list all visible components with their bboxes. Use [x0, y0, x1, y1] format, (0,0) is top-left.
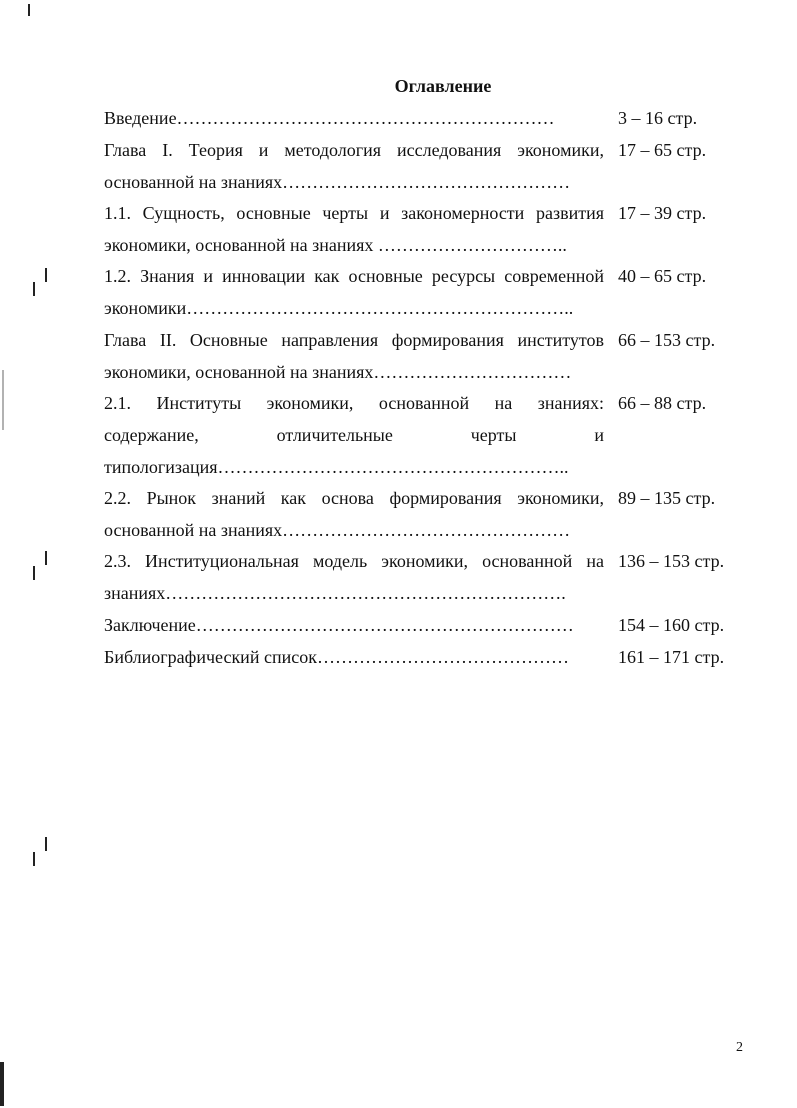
- toc-entry-pages: 66 – 88 стр.: [618, 393, 707, 413]
- scan-edge: [2, 370, 4, 430]
- toc-entry-text: 2.1. Институты экономики, основанной на знаниях:: [104, 393, 604, 413]
- toc-entry-text: основанной на знаниях…………………………………………: [104, 520, 571, 540]
- toc-entry-text: знаниях………………………………………………………….: [104, 583, 566, 603]
- toc-entry-pages: 17 – 39 стр.: [618, 203, 707, 223]
- toc-entry-text: экономики, основанной на знаниях……………………………: [104, 362, 572, 382]
- toc-entry-text: Глава I. Теория и методология исследования экономики,: [104, 140, 604, 160]
- toc-entry-text: Заключение………………………………………………………: [104, 615, 574, 635]
- toc-entry-text: 2.3. Институциональная модель экономики, основанной на: [104, 551, 604, 571]
- toc-entry-text: Библиографический список……………………………………: [104, 647, 569, 667]
- scan-mark: [45, 268, 47, 282]
- toc-entry-text: типологизация…………………………………………………..: [104, 457, 569, 477]
- scan-edge: [0, 1062, 4, 1106]
- scan-mark: [45, 551, 47, 565]
- toc-entry-pages: 40 – 65 стр.: [618, 266, 707, 286]
- toc-entry-pages: 154 – 160 стр.: [618, 615, 725, 635]
- toc-entry-text: 1.2. Знания и инновации как основные ресурсы современной: [104, 266, 604, 286]
- toc-entry-pages: 3 – 16 стр.: [618, 108, 698, 128]
- toc-entry-pages: 17 – 65 стр.: [618, 140, 707, 160]
- scan-mark: [28, 4, 30, 16]
- toc-entry-pages: 161 – 171 стр.: [618, 647, 725, 667]
- scan-mark: [45, 837, 47, 851]
- toc-entry-text: основанной на знаниях…………………………………………: [104, 172, 571, 192]
- scan-mark: [33, 566, 35, 580]
- toc-entry-text: содержание, отличительные черты и: [104, 425, 604, 445]
- scan-mark: [33, 282, 35, 296]
- toc-entry-pages: 66 – 153 стр.: [618, 330, 716, 350]
- toc-entry-text: Введение………………………………………………………: [104, 108, 555, 128]
- page-title: Оглавление: [394, 76, 492, 96]
- toc-entry-pages: 89 – 135 стр.: [618, 488, 716, 508]
- page-number: 2: [736, 1040, 743, 1055]
- toc-entry-text: Глава II. Основные направления формирования институтов: [104, 330, 604, 350]
- toc-entry-text: экономики………………………………………………………..: [104, 298, 574, 318]
- toc-entry-text: 1.1. Сущность, основные черты и закономерности развития: [104, 203, 604, 223]
- toc-entry-text: экономики, основанной на знаниях …………………………..: [104, 235, 567, 255]
- scan-mark: [33, 852, 35, 866]
- toc-entry-pages: 136 – 153 стр.: [618, 551, 725, 571]
- toc-entry-text: 2.2. Рынок знаний как основа формирования экономики,: [104, 488, 604, 508]
